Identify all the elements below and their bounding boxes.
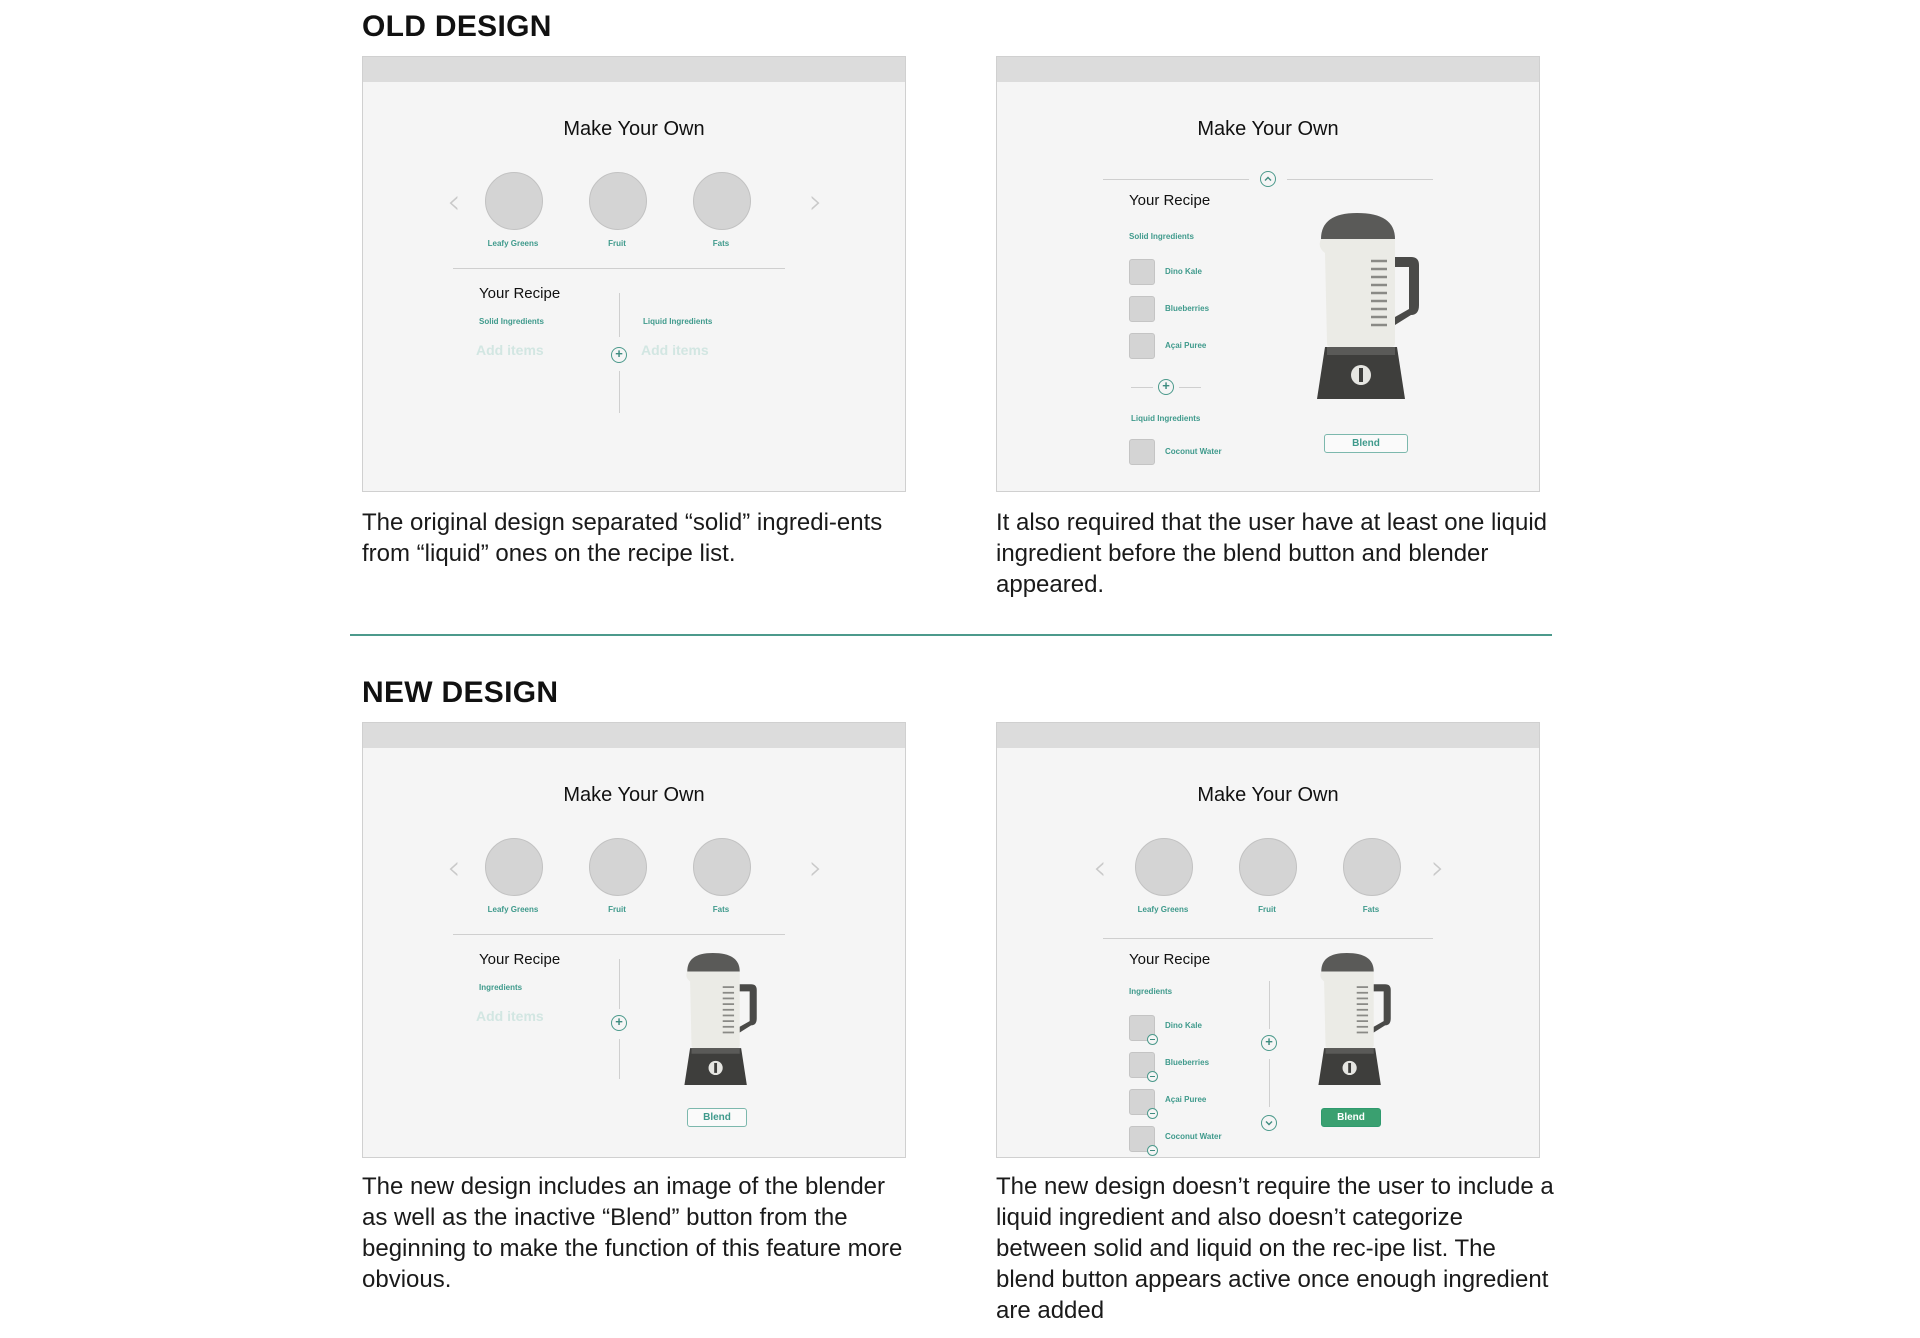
category-fruit[interactable] <box>1239 838 1297 896</box>
expand-chevron-down-icon[interactable] <box>1261 1115 1277 1131</box>
window-titlebar <box>363 57 905 82</box>
caption-new-left: The new design includes an image of the blender as well as the inactive “Blend” button from the beginning to make the function of this feature more obvious. <box>362 1173 903 1293</box>
blender-icon <box>1317 953 1395 1085</box>
vertical-divider <box>619 1039 620 1079</box>
blend-button-inactive[interactable]: Blend <box>687 1108 747 1127</box>
ingredient-label: Dino Kale <box>1165 1021 1202 1030</box>
blend-button-active[interactable]: Blend <box>1321 1108 1381 1127</box>
remove-ingredient-minus-icon[interactable] <box>1147 1071 1158 1082</box>
make-your-own-title: Make Your Own <box>563 118 705 140</box>
your-recipe-title: Your Recipe <box>479 285 561 302</box>
separator-line <box>1179 387 1201 388</box>
ingredient-label: Coconut Water <box>1165 1132 1222 1141</box>
category-label: Fruit <box>1258 905 1276 914</box>
ingredient-thumbnail[interactable] <box>1129 296 1155 322</box>
old-design-mockup-categories <box>362 56 906 492</box>
caption-old-right: It also required that the user have at least one liquid ingredient before the blend button and blender appeared. <box>996 509 1548 598</box>
window-titlebar <box>363 723 905 748</box>
new-design-mockup-filled <box>996 722 1540 1158</box>
category-leafy-greens[interactable] <box>485 838 543 896</box>
solid-ingredients-label: Solid Ingredients <box>479 317 544 326</box>
category-fats[interactable] <box>1343 838 1401 896</box>
separator-line <box>453 934 785 935</box>
category-label: Fats <box>712 905 730 914</box>
liquid-ingredients-label: Liquid Ingredients <box>643 317 713 326</box>
remove-ingredient-minus-icon[interactable] <box>1147 1034 1158 1045</box>
vertical-divider <box>1269 981 1270 1029</box>
old-design-heading: OLD DESIGN <box>362 10 552 43</box>
prev-arrow-icon[interactable]: ‹ <box>1093 848 1107 888</box>
collapse-chevron-up-icon[interactable] <box>1260 171 1276 187</box>
ingredient-label: Coconut Water <box>1165 447 1222 456</box>
category-fruit[interactable] <box>589 172 647 230</box>
category-label: Fats <box>1362 905 1380 914</box>
separator-line <box>1287 179 1433 180</box>
vertical-divider <box>619 959 620 1009</box>
category-label: Fruit <box>608 239 626 248</box>
ingredients-label: Ingredients <box>1129 987 1173 996</box>
ingredient-thumbnail[interactable] <box>1129 259 1155 285</box>
liquid-ingredients-label: Liquid Ingredients <box>1131 414 1201 423</box>
window-titlebar <box>997 57 1539 82</box>
your-recipe-title: Your Recipe <box>479 951 561 968</box>
make-your-own-title: Make Your Own <box>563 784 705 806</box>
ingredient-label: Blueberries <box>1165 304 1210 313</box>
add-items-placeholder: Add items <box>476 1008 544 1024</box>
prev-arrow-icon[interactable]: ‹ <box>447 848 461 888</box>
ingredient-label: Blueberries <box>1165 1058 1210 1067</box>
category-label: Leafy Greens <box>487 905 539 914</box>
next-arrow-icon[interactable]: › <box>809 182 823 222</box>
remove-ingredient-minus-icon[interactable] <box>1147 1108 1158 1119</box>
ingredient-thumbnail[interactable] <box>1129 439 1155 465</box>
separator-line <box>453 268 785 269</box>
add-ingredient-plus-icon[interactable]: + <box>611 1015 627 1031</box>
category-fruit[interactable] <box>589 838 647 896</box>
separator-line <box>1103 938 1433 939</box>
separator-line <box>1131 387 1153 388</box>
old-design-mockup-recipe <box>996 56 1540 492</box>
add-solid-items-placeholder: Add items <box>476 342 544 358</box>
new-design-heading: NEW DESIGN <box>362 676 559 709</box>
vertical-divider <box>619 293 620 337</box>
category-fats[interactable] <box>693 172 751 230</box>
blend-button[interactable]: Blend <box>1324 434 1408 453</box>
category-label: Fats <box>712 239 730 248</box>
your-recipe-title: Your Recipe <box>1129 951 1211 968</box>
ingredients-label: Ingredients <box>479 983 523 992</box>
category-label: Fruit <box>608 905 626 914</box>
add-ingredient-plus-icon[interactable]: + <box>611 347 627 363</box>
add-liquid-items-placeholder: Add items <box>641 342 709 358</box>
category-leafy-greens[interactable] <box>1135 838 1193 896</box>
category-label: Leafy Greens <box>487 239 539 248</box>
ingredient-label: Dino Kale <box>1165 267 1202 276</box>
vertical-divider <box>1269 1059 1270 1107</box>
category-label: Leafy Greens <box>1137 905 1189 914</box>
make-your-own-title: Make Your Own <box>1197 784 1339 806</box>
add-ingredient-plus-icon[interactable]: + <box>1261 1035 1277 1051</box>
make-your-own-title: Make Your Own <box>1197 118 1339 140</box>
next-arrow-icon[interactable]: › <box>1431 848 1445 888</box>
remove-ingredient-minus-icon[interactable] <box>1147 1145 1158 1156</box>
next-arrow-icon[interactable]: › <box>809 848 823 888</box>
caption-old-left: The original design separated “solid” ingredi-ents from “liquid” ones on the recipe list. <box>362 509 883 567</box>
ingredient-label: Açai Puree <box>1165 341 1207 350</box>
your-recipe-title: Your Recipe <box>1129 192 1211 209</box>
add-ingredient-plus-icon[interactable]: + <box>1158 379 1174 395</box>
category-fats[interactable] <box>693 838 751 896</box>
blender-icon <box>683 953 761 1085</box>
ingredient-thumbnail[interactable] <box>1129 333 1155 359</box>
category-leafy-greens[interactable] <box>485 172 543 230</box>
blender-icon <box>1315 213 1425 399</box>
separator-line <box>1103 179 1249 180</box>
section-divider <box>350 634 1552 636</box>
window-titlebar <box>997 723 1539 748</box>
vertical-divider <box>619 371 620 413</box>
ingredient-label: Açai Puree <box>1165 1095 1207 1104</box>
solid-ingredients-label: Solid Ingredients <box>1129 232 1194 241</box>
caption-new-right: The new design doesn’t require the user to include a liquid ingredient and also doesn’t categorize between solid and liquid on the rec-ipe list. The blend button appears active once enough ingredient are added <box>996 1173 1554 1324</box>
new-design-mockup-empty <box>362 722 906 1158</box>
prev-arrow-icon[interactable]: ‹ <box>447 182 461 222</box>
